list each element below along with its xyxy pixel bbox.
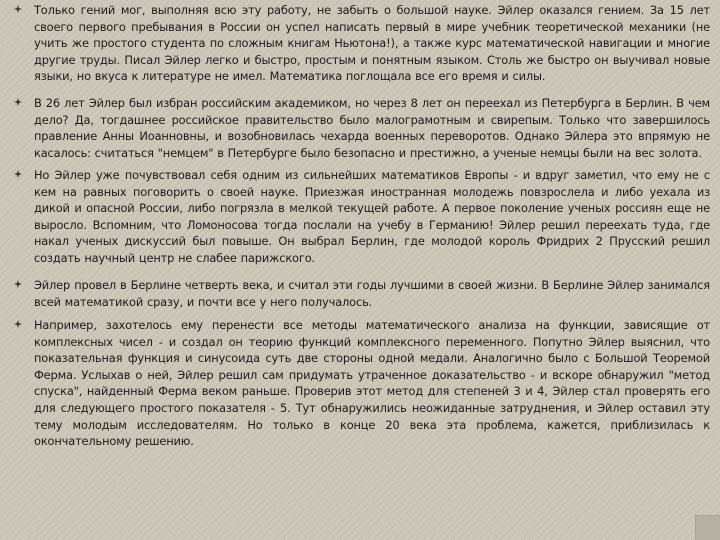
bullet-text: Только гений мог, выполняя всю эту работу, не забыть о большой науке. Эйлер оказался гением. За 15 лет своего первого пребывания в России он успел написать первый в мире учебник теоретической механики (не учить же простого студента по сложным книгам Ньютона!), а также курс математической навигации и многие другие труды. Писал Эйлер легко и быстро, простым и понятным языком. Столь же быстро он выучивал новые языки, но вкуса к литературе не имел. Математика поглощала все его время и силы.: [34, 3, 710, 84]
four-point-star-icon: [14, 5, 22, 13]
four-point-star-icon: [14, 170, 22, 178]
four-point-star-icon: [14, 98, 22, 106]
bullet-text: Эйлер провел в Берлине четверть века, и считал эти годы лучшими в своей жизни. В Берлине Эйлер занимался всей математикой сразу, и почти все у него получалось.: [34, 278, 710, 309]
bullet-text: Например, захотелось ему перенести все методы математического анализа на функции, зависящие от комплексных чисел - и создал он теорию функций комплексного переменного. Попутно Эйлер выяснил, что показательная функция и синусоида суть две стороны одной медали. Аналогично было с Большой Теоремой Ферма. Услыхав о ней, Эйлер решил сам придумать утраченное доказательство - и вскоре обнаружил "метод спуска", найденный Ферма веком раньше. Проверив этот метод для степеней 3 и 4, Эйлер стал проверять его для следующего простого показателя - 5. Тут обнаружились неожиданные затруднения, и Эйлер оставил эту тему молодым исследователям. Но только в конце 20 века эта проблема, кажется, приблизилась к окончательному решению.: [34, 318, 710, 449]
bullet-text: В 26 лет Эйлер был избран российским академиком, но через 8 лет он переехал из Петербурга в Берлин. В чем дело? Да, тогдашнее российское правительство было малограмотным и свирепым. Только что завершилось правление Анны Иоанновны, и возобновилась чехарда военных переворотов. Однако Эйлера это впрямую не касалось: считаться "немцем" в Петербурге было безопасно и престижно, а ученые немцы были на вес золота.: [34, 96, 710, 160]
bullet-text: Но Эйлер уже почувствовал себя одним из сильнейших математиков Европы - и вдруг заметил, что ему не с кем на равных поговорить о своей науке. Приезжая иностранная молодежь повзрослела и либо уехала из дикой и опасной России, либо погрязла в мелкой текущей работе. А первое поколение ученых россиян еще не выросло. Вспомним, что Ломоносова тогда послали на учебу в Германию! Эйлер решил переехать туда, где накал ученых дискуссий был повыше. Он выбрал Берлин, где молодой король Фридрих 2 Прусский решил создать научный центр не слабее парижского.: [34, 168, 710, 265]
slide-nav-corner[interactable]: [695, 515, 720, 540]
four-point-star-icon: [14, 280, 22, 288]
four-point-star-icon: [14, 320, 22, 328]
